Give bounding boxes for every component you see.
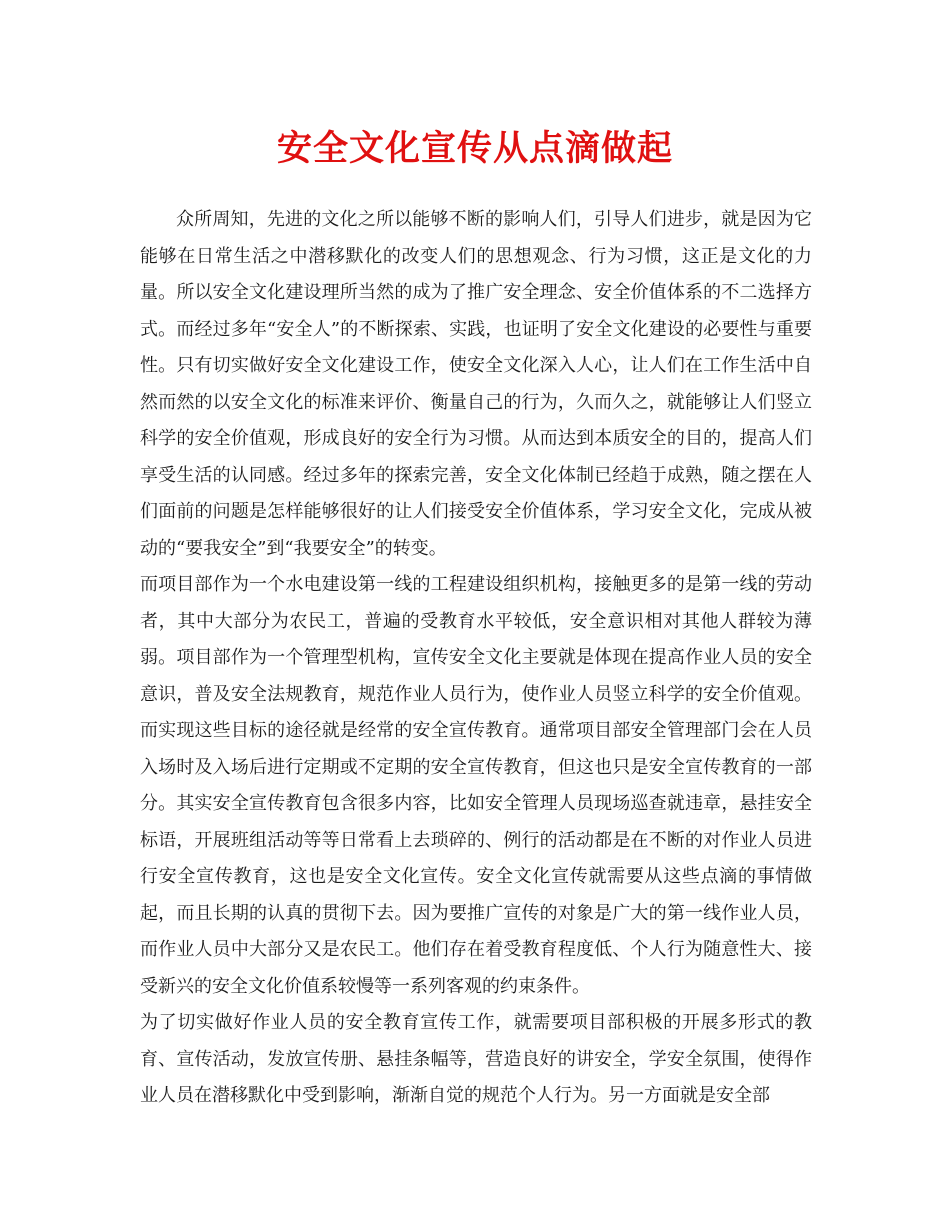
paragraph-project-department: 而项目部作为一个水电建设第一线的工程建设组织机构，接触更多的是第一线的劳动者，其中大部分为农民工，普遍的受教育水平较低，安全意识相对其他人群较为薄弱。项目部作为一个管理型机构，宣传安全文化主要就是体现在提高作业人员的安全意识，普及安全法规教育，规范作业人员行为，使作业人员竖立科学的安全价值观。而实现这些目标的途径就是经常的安全宣传教育。通常项目部安全管理部门会在人员入场时及入场后进行定期或不定期的安全宣传教育，但这也只是安全宣传教育的一部分。其实安全宣传教育包含很多内容，比如安全管理人员现场巡查就违章，悬挂安全标语，开展班组活动等等日常看上去琐碎的、例行的活动都是在不断的对作业人员进行安全宣传教育，这也是安全文化宣传。安全文化宣传就需要从这些点滴的事情做起，而且长期的认真的贯彻下去。因为要推广宣传的对象是广大的第一线作业人员，而作业人员中大部分又是农民工。他们存在着受教育程度低、个人行为随意性大、接受新兴的安全文化价值系较慢等一系列客观的约束条件。 (140, 574, 812, 997)
paragraph-education-measures: 为了切实做好作业人员的安全教育宣传工作，就需要项目部积极的开展多形式的教育、宣传活动，发放宣传册、悬挂条幅等，营造良好的讲安全，学安全氛围，使得作业人员在潜移默化中受到影响，渐渐自觉的规范个人行为。另一方面就是安全部 (140, 1012, 812, 1106)
document-title: 安全文化宣传从点滴做起 (276, 128, 673, 169)
document-body (140, 202, 812, 1115)
paragraph-intro: 众所周知，先进的文化之所以能够不断的影响人们，引导人们进步，就是因为它能够在日常生活之中潜移默化的改变人们的思想观念、行为习惯，这正是文化的力量。所以安全文化建设理所当然的成为了推广安全理念、安全价值体系的不二选择方式。而经过多年“安全人”的不断探索、实践，也证明了安全文化建设的必要性与重要性。只有切实做好安全文化建设工作，使安全文化深入人心，让人们在工作生活中自然而然的以安全文化的标准来评价、衡量自己的行为，久而久之，就能够让人们竖立科学的安全价值观，形成良好的安全行为习惯。从而达到本质安全的目的，提高人们享受生活的认同感。经过多年的探索完善，安全文化体制已经趋于成熟，随之摆在人们面前的问题是怎样能够很好的让人们接受安全价值体系，学习安全文化，完成从被动的“要我安全”到“我要安全”的转变。 (140, 209, 812, 559)
